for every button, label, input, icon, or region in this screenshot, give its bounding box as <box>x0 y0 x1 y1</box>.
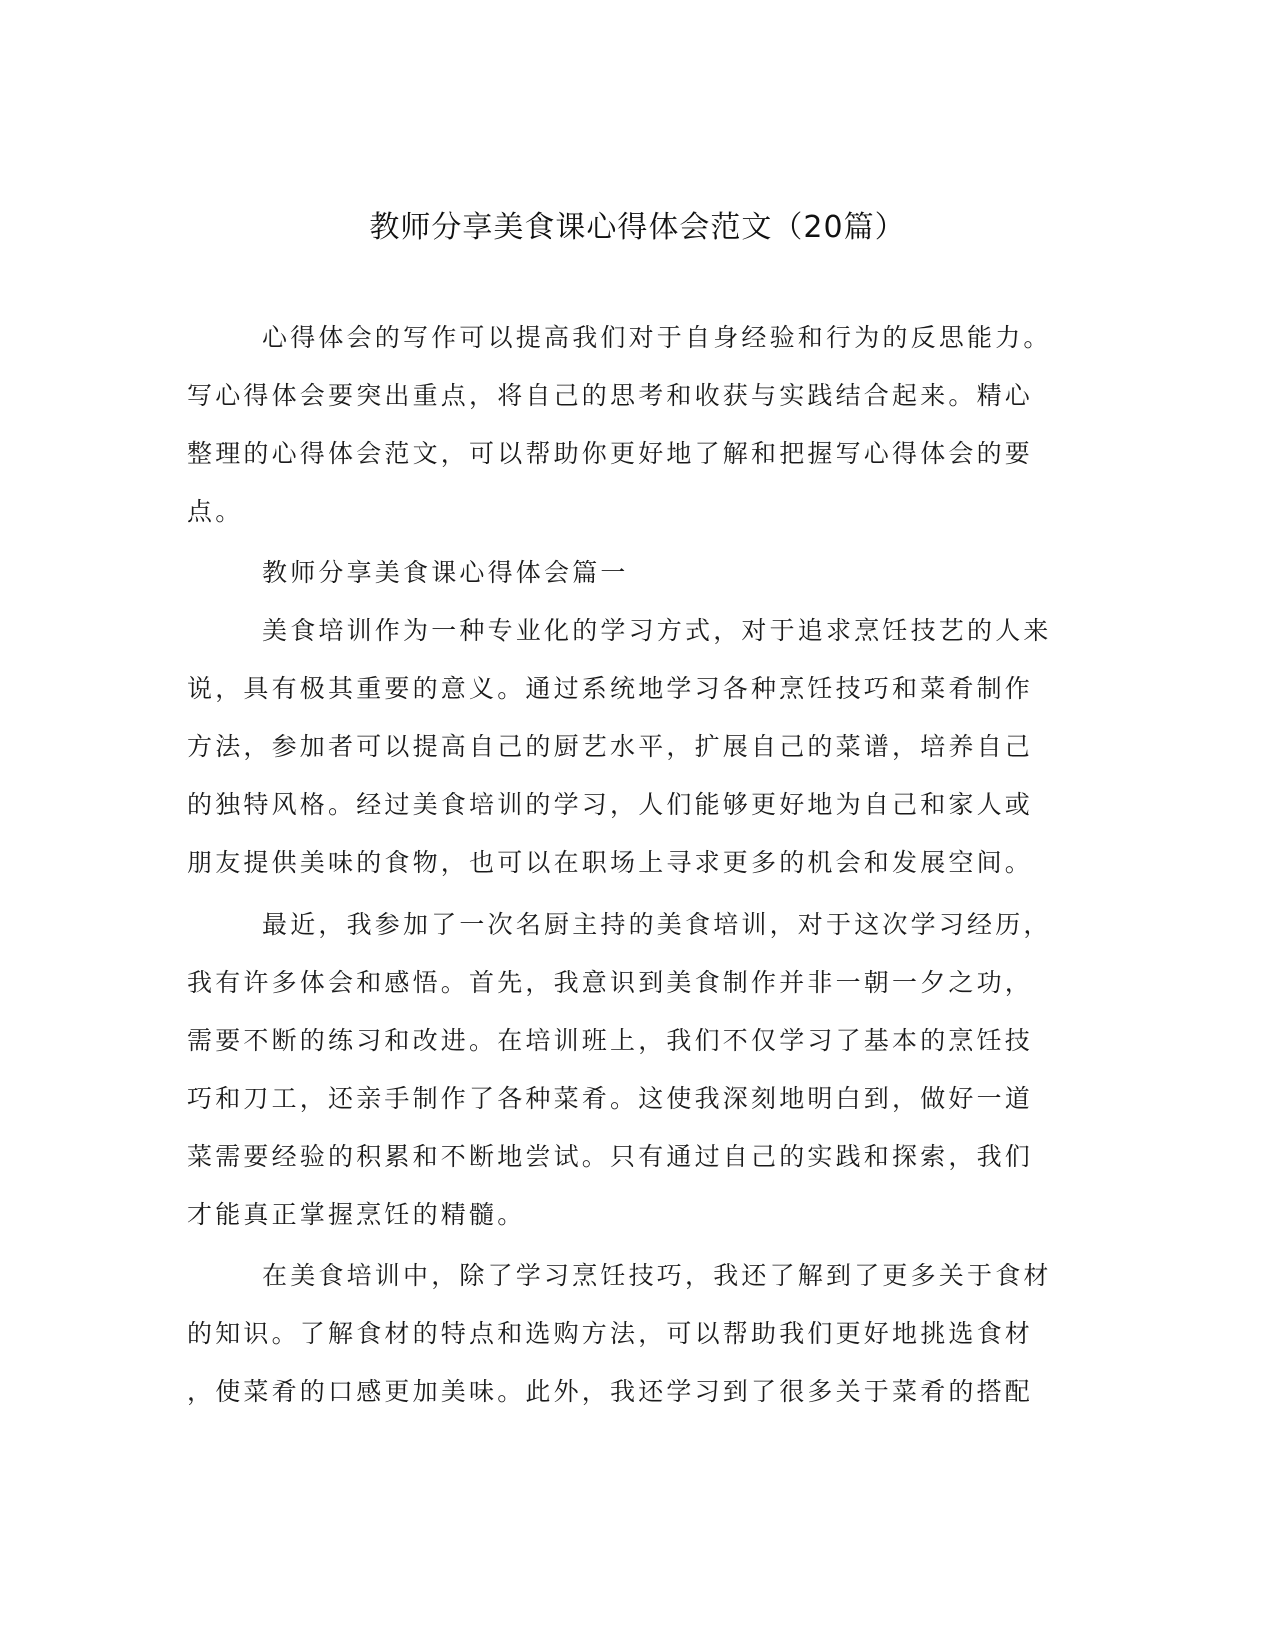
intro-line: 整理的心得体会范文，可以帮助你更好地了解和把握写心得体会的要 <box>187 439 1034 468</box>
paragraph-line: 需要不断的练习和改进。在培训班上，我们不仅学习了基本的烹饪技 <box>187 1026 1034 1055</box>
paragraph-line: 说，具有极其重要的意义。通过系统地学习各种烹饪技巧和菜肴制作 <box>187 674 1034 703</box>
paragraph-line: 在美食培训中，除了学习烹饪技巧，我还了解到了更多关于食材 <box>262 1261 1052 1290</box>
section-heading: 教师分享美食课心得体会篇一 <box>262 558 629 587</box>
paragraph-line: 菜需要经验的积累和不断地尝试。只有通过自己的实践和探索，我们 <box>187 1142 1034 1171</box>
paragraph-line: 的独特风格。经过美食培训的学习，人们能够更好地为自己和家人或 <box>187 790 1034 819</box>
intro-line: 写心得体会要突出重点，将自己的思考和收获与实践结合起来。精心 <box>187 381 1034 410</box>
paragraph-line: ，使菜肴的口感更加美味。此外，我还学习到了很多关于菜肴的搭配 <box>187 1377 1034 1406</box>
paragraph-line: 最近，我参加了一次名厨主持的美食培训，对于这次学习经历， <box>262 910 1052 939</box>
paragraph-line: 美食培训作为一种专业化的学习方式，对于追求烹饪技艺的人来 <box>262 616 1052 645</box>
paragraph-line: 巧和刀工，还亲手制作了各种菜肴。这使我深刻地明白到，做好一道 <box>187 1084 1034 1113</box>
paragraph-line: 朋友提供美味的食物，也可以在职场上寻求更多的机会和发展空间。 <box>187 848 1034 877</box>
document-title: 教师分享美食课心得体会范文（20篇） <box>369 210 906 245</box>
paragraph-line: 方法，参加者可以提高自己的厨艺水平，扩展自己的菜谱，培养自己 <box>187 732 1034 761</box>
paragraph-line: 才能真正掌握烹饪的精髓。 <box>187 1200 526 1229</box>
paragraph-line: 我有许多体会和感悟。首先，我意识到美食制作并非一朝一夕之功， <box>187 968 1034 997</box>
paragraph-line: 的知识。了解食材的特点和选购方法，可以帮助我们更好地挑选食材 <box>187 1319 1034 1348</box>
intro-line: 点。 <box>187 497 244 526</box>
intro-line: 心得体会的写作可以提高我们对于自身经验和行为的反思能力。 <box>262 323 1052 352</box>
